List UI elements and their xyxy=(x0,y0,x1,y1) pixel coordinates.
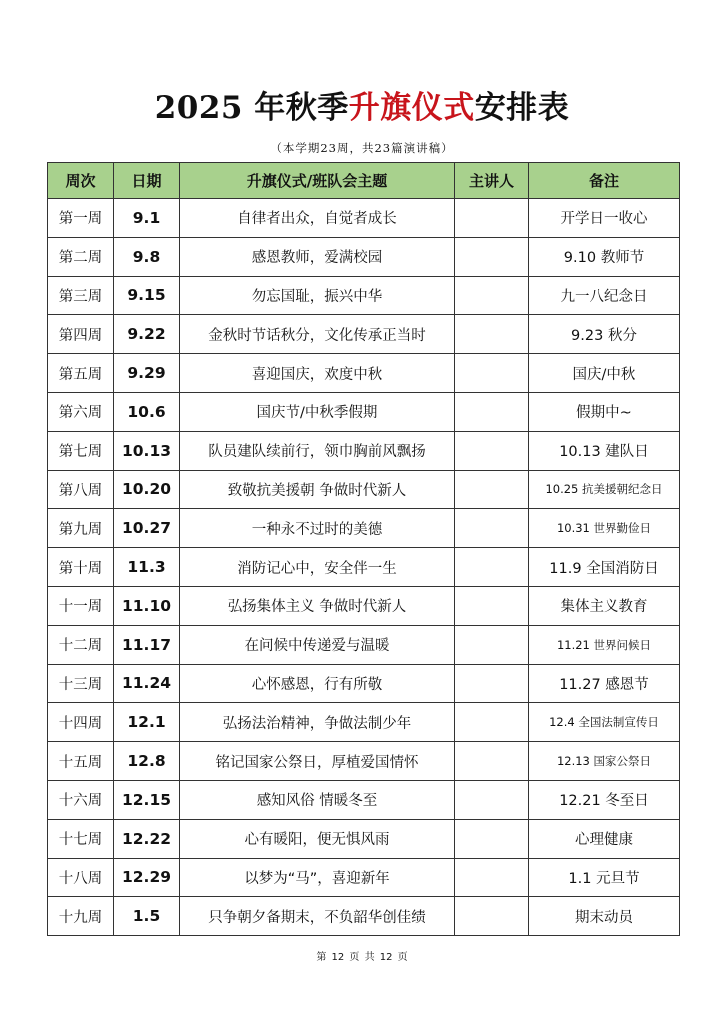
theme-cell: 心怀感恩，行有所敬 xyxy=(180,664,455,703)
title-part-1: 2025 年秋季 xyxy=(154,90,349,126)
note-cell: 10.31 世界勤俭日 xyxy=(529,509,680,548)
note-cell: 1.1 元旦节 xyxy=(529,858,680,897)
week-cell: 第一周 xyxy=(48,199,114,238)
note-cell: 10.25 抗美援朝纪念日 xyxy=(529,470,680,509)
note-cell: 11.9 全国消防日 xyxy=(529,548,680,587)
header-date: 日期 xyxy=(114,163,180,199)
theme-cell: 队员建队续前行，领巾胸前风飘扬 xyxy=(180,431,455,470)
theme-cell: 一种永不过时的美德 xyxy=(180,509,455,548)
theme-cell: 感恩教师，爱满校园 xyxy=(180,237,455,276)
note-cell: 9.23 秋分 xyxy=(529,315,680,354)
header-theme: 升旗仪式/班队会主题 xyxy=(180,163,455,199)
theme-cell: 消防记心中，安全伴一生 xyxy=(180,548,455,587)
theme-cell: 喜迎国庆，欢度中秋 xyxy=(180,354,455,393)
theme-cell: 金秋时节话秋分，文化传承正当时 xyxy=(180,315,455,354)
note-cell: 10.13 建队日 xyxy=(529,431,680,470)
week-cell: 十一周 xyxy=(48,586,114,625)
speaker-cell xyxy=(455,742,529,781)
week-cell: 十三周 xyxy=(48,664,114,703)
speaker-cell xyxy=(455,780,529,819)
speaker-cell xyxy=(455,664,529,703)
note-cell: 11.27 感恩节 xyxy=(529,664,680,703)
table-row xyxy=(48,315,680,354)
theme-cell: 以梦为“马”，喜迎新年 xyxy=(180,858,455,897)
speaker-cell xyxy=(455,897,529,936)
table-row xyxy=(48,392,680,431)
date-cell: 11.10 xyxy=(114,586,180,625)
date-cell: 12.15 xyxy=(114,780,180,819)
note-cell: 12.21 冬至日 xyxy=(529,780,680,819)
week-cell: 第七周 xyxy=(48,431,114,470)
table-row xyxy=(48,354,680,393)
speaker-cell xyxy=(455,392,529,431)
theme-cell: 弘扬法治精神，争做法制少年 xyxy=(180,703,455,742)
table-row xyxy=(48,742,680,781)
note-cell: 11.21 世界问候日 xyxy=(529,625,680,664)
date-cell: 9.15 xyxy=(114,276,180,315)
table-row xyxy=(48,548,680,587)
header-week: 周次 xyxy=(48,163,114,199)
week-cell: 十七周 xyxy=(48,819,114,858)
speaker-cell xyxy=(455,199,529,238)
date-cell: 12.1 xyxy=(114,703,180,742)
note-cell: 集体主义教育 xyxy=(529,586,680,625)
date-cell: 10.27 xyxy=(114,509,180,548)
table-row xyxy=(48,276,680,315)
speaker-cell xyxy=(455,470,529,509)
week-cell: 第三周 xyxy=(48,276,114,315)
schedule-table xyxy=(47,162,680,936)
date-cell: 11.24 xyxy=(114,664,180,703)
speaker-cell xyxy=(455,354,529,393)
week-cell: 十五周 xyxy=(48,742,114,781)
speaker-cell xyxy=(455,703,529,742)
week-cell: 十六周 xyxy=(48,780,114,819)
week-cell: 十八周 xyxy=(48,858,114,897)
theme-cell: 在问候中传递爱与温暖 xyxy=(180,625,455,664)
table-row xyxy=(48,703,680,742)
table-row xyxy=(48,237,680,276)
table-row xyxy=(48,780,680,819)
date-cell: 1.5 xyxy=(114,897,180,936)
table-body xyxy=(48,199,680,936)
date-cell: 12.22 xyxy=(114,819,180,858)
table-row xyxy=(48,858,680,897)
week-cell: 第四周 xyxy=(48,315,114,354)
date-cell: 10.6 xyxy=(114,392,180,431)
date-cell: 9.29 xyxy=(114,354,180,393)
week-cell: 第九周 xyxy=(48,509,114,548)
title-accent-text: 升旗仪式 xyxy=(348,90,475,126)
header-note: 备注 xyxy=(529,163,680,199)
table-row xyxy=(48,625,680,664)
page-footer: 第 12 页 共 12 页 xyxy=(316,952,408,963)
date-cell: 12.29 xyxy=(114,858,180,897)
week-cell: 第六周 xyxy=(48,392,114,431)
week-cell: 第二周 xyxy=(48,237,114,276)
theme-cell: 铭记国家公祭日，厚植爱国情怀 xyxy=(180,742,455,781)
week-cell: 十四周 xyxy=(48,703,114,742)
table-row xyxy=(48,431,680,470)
page-subtitle: （本学期23周，共23篇演讲稿） xyxy=(270,141,454,155)
table-header-row xyxy=(48,163,680,199)
table-row xyxy=(48,509,680,548)
date-cell: 9.1 xyxy=(114,199,180,238)
week-cell: 第十周 xyxy=(48,548,114,587)
date-cell: 10.20 xyxy=(114,470,180,509)
week-cell: 第八周 xyxy=(48,470,114,509)
date-cell: 11.17 xyxy=(114,625,180,664)
date-cell: 9.22 xyxy=(114,315,180,354)
note-cell: 9.10 教师节 xyxy=(529,237,680,276)
week-cell: 十九周 xyxy=(48,897,114,936)
note-cell: 12.4 全国法制宣传日 xyxy=(529,703,680,742)
theme-cell: 感知风俗 情暖冬至 xyxy=(180,780,455,819)
speaker-cell xyxy=(455,858,529,897)
table-row xyxy=(48,586,680,625)
speaker-cell xyxy=(455,509,529,548)
title-part-3: 安排表 xyxy=(474,90,570,126)
speaker-cell xyxy=(455,237,529,276)
week-cell: 十二周 xyxy=(48,625,114,664)
table-row xyxy=(48,664,680,703)
page-title xyxy=(0,86,724,130)
date-cell: 12.8 xyxy=(114,742,180,781)
theme-cell: 只争朝夕备期末，不负韶华创佳绩 xyxy=(180,897,455,936)
theme-cell: 勿忘国耻，振兴中华 xyxy=(180,276,455,315)
theme-cell: 自律者出众，自觉者成长 xyxy=(180,199,455,238)
table-row xyxy=(48,199,680,238)
note-cell: 开学日一收心 xyxy=(529,199,680,238)
note-cell: 12.13 国家公祭日 xyxy=(529,742,680,781)
table-row xyxy=(48,470,680,509)
speaker-cell xyxy=(455,315,529,354)
table-row xyxy=(48,897,680,936)
date-cell: 11.3 xyxy=(114,548,180,587)
note-cell: 心理健康 xyxy=(529,819,680,858)
speaker-cell xyxy=(455,586,529,625)
speaker-cell xyxy=(455,548,529,587)
theme-cell: 弘扬集体主义 争做时代新人 xyxy=(180,586,455,625)
date-cell: 10.13 xyxy=(114,431,180,470)
table-row xyxy=(48,819,680,858)
theme-cell: 国庆节/中秋季假期 xyxy=(180,392,455,431)
note-cell: 假期中~ xyxy=(529,392,680,431)
note-cell: 国庆/中秋 xyxy=(529,354,680,393)
speaker-cell xyxy=(455,431,529,470)
header-speaker: 主讲人 xyxy=(455,163,529,199)
speaker-cell xyxy=(455,276,529,315)
speaker-cell xyxy=(455,819,529,858)
note-cell: 九一八纪念日 xyxy=(529,276,680,315)
speaker-cell xyxy=(455,625,529,664)
date-cell: 9.8 xyxy=(114,237,180,276)
theme-cell: 心有暖阳，便无惧风雨 xyxy=(180,819,455,858)
note-cell: 期末动员 xyxy=(529,897,680,936)
week-cell: 第五周 xyxy=(48,354,114,393)
theme-cell: 致敬抗美援朝 争做时代新人 xyxy=(180,470,455,509)
